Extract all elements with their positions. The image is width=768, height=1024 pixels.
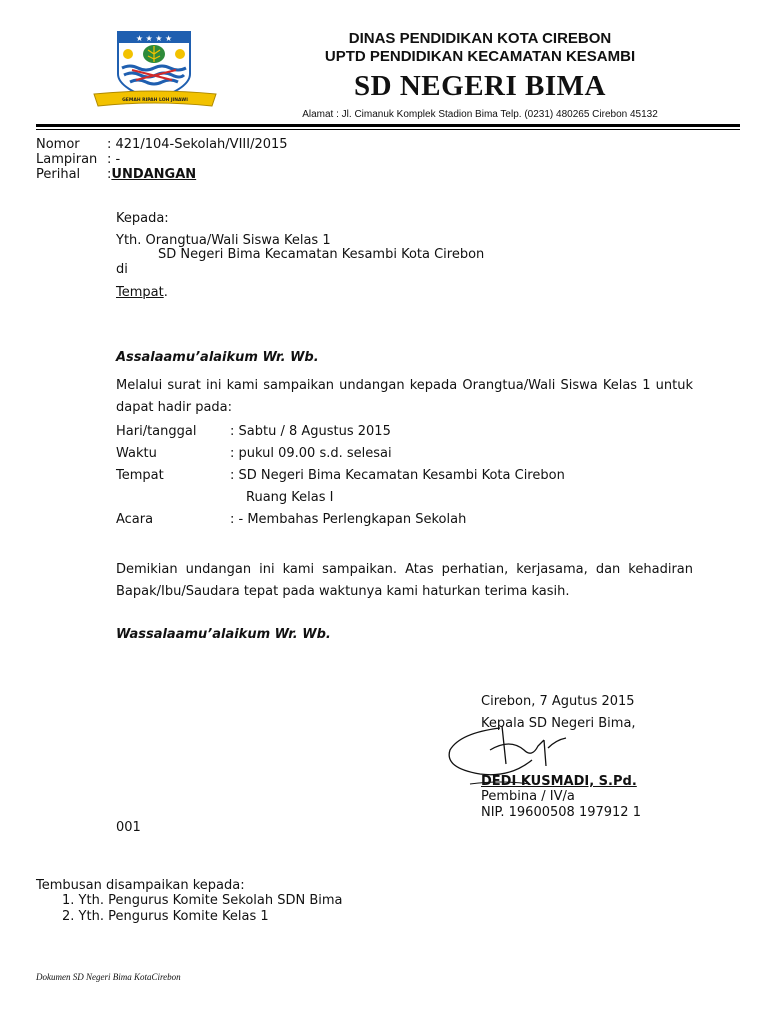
farewell: Wassalaamu’alaikum Wr. Wb. <box>116 627 331 642</box>
recipient-kepada: Kepada: <box>116 211 169 226</box>
closing-paragraph: Demikian undangan ini kami sampaikan. Atas perhatian, kerjasama, dan kehadiran Bapak/Ibu/Saudara tepat pada waktunya kami haturkan terima kasih. <box>116 562 693 599</box>
letterhead-divider <box>36 124 740 127</box>
unit-name: UPTD PENDIDIKAN KECAMATAN KESAMBI <box>324 48 636 65</box>
school-address: Alamat : Jl. Cimanuk Komplek Stadion Bima Telp. (0231) 480265 Cirebon 45132 <box>302 109 658 120</box>
perihal-subject: UNDANGAN <box>111 167 197 182</box>
city-logo <box>92 30 218 116</box>
perihal-colon: : <box>107 167 112 182</box>
lampiran-value: : - <box>107 152 121 167</box>
recipient-line1: Yth. Orangtua/Wali Siswa Kelas 1 <box>116 233 331 248</box>
detail-value-place: : SD Negeri Bima Kecamatan Kesambi Kota Cirebon <box>230 468 565 483</box>
greeting: Assalaamu’alaikum Wr. Wb. <box>116 350 319 365</box>
school-name: SD NEGERI BIMA <box>354 70 606 102</box>
agency-name: DINAS PENDIDIKAN KOTA CIREBON <box>348 30 612 47</box>
document-footer: Dokumen SD Negeri Bima KotaCirebon <box>36 972 181 982</box>
perihal-label: Perihal <box>36 167 81 182</box>
detail-value-agenda: : - Membahas Perlengkapan Sekolah <box>230 512 467 527</box>
letterhead-divider-thin <box>36 129 740 130</box>
recipient-tempat-dot: . <box>163 285 168 300</box>
recipient-di: di <box>116 262 128 277</box>
recipient-line2: SD Negeri Bima Kecamatan Kesambi Kota Cirebon <box>158 247 485 262</box>
lampiran-label: Lampiran <box>36 152 98 167</box>
detail-value-room: Ruang Kelas I <box>246 490 334 505</box>
list-item: 2. Yth. Pengurus Komite Kelas 1 <box>62 909 269 924</box>
signature-place-date: Cirebon, 7 Agutus 2015 <box>481 694 635 709</box>
cc-title: Tembusan disampaikan kepada: <box>36 878 245 893</box>
signature-name: DEDI KUSMADI, S.Pd. <box>481 774 637 789</box>
nomor-value: : 421/104-Sekolah/VIII/2015 <box>107 137 288 152</box>
signature-nip: NIP. 19600508 197912 1 <box>481 805 641 820</box>
signature-position: Kepala SD Negeri Bima, <box>481 716 636 731</box>
cc-list <box>62 893 343 925</box>
detail-label-place: Tempat <box>116 468 164 483</box>
recipient-tempat: Tempat <box>116 285 164 300</box>
detail-label-agenda: Acara <box>116 512 154 527</box>
detail-value-time: : pukul 09.00 s.d. selesai <box>230 446 392 461</box>
svg-text:★ ★ ★ ★: ★ ★ ★ ★ <box>135 34 173 43</box>
perihal-value <box>107 167 196 183</box>
detail-value-date: : Sabtu / 8 Agustus 2015 <box>230 424 391 439</box>
detail-label-date: Hari/tanggal <box>116 424 197 439</box>
signature-nip-cont: 001 <box>116 820 141 835</box>
intro-paragraph: Melalui surat ini kami sampaikan undangan kepada Orangtua/Wali Siswa Kelas 1 untuk dapat hadir pada: <box>116 378 693 415</box>
nomor-label: Nomor <box>36 137 80 152</box>
signature-rank: Pembina / IV/a <box>481 789 575 804</box>
recipient-place <box>116 285 168 301</box>
list-item: 1. Yth. Pengurus Komite Sekolah SDN Bima <box>62 893 343 908</box>
detail-label-time: Waktu <box>116 446 157 461</box>
logo-motto: GEMAH RIPAH LOH JINAWI <box>122 98 188 103</box>
